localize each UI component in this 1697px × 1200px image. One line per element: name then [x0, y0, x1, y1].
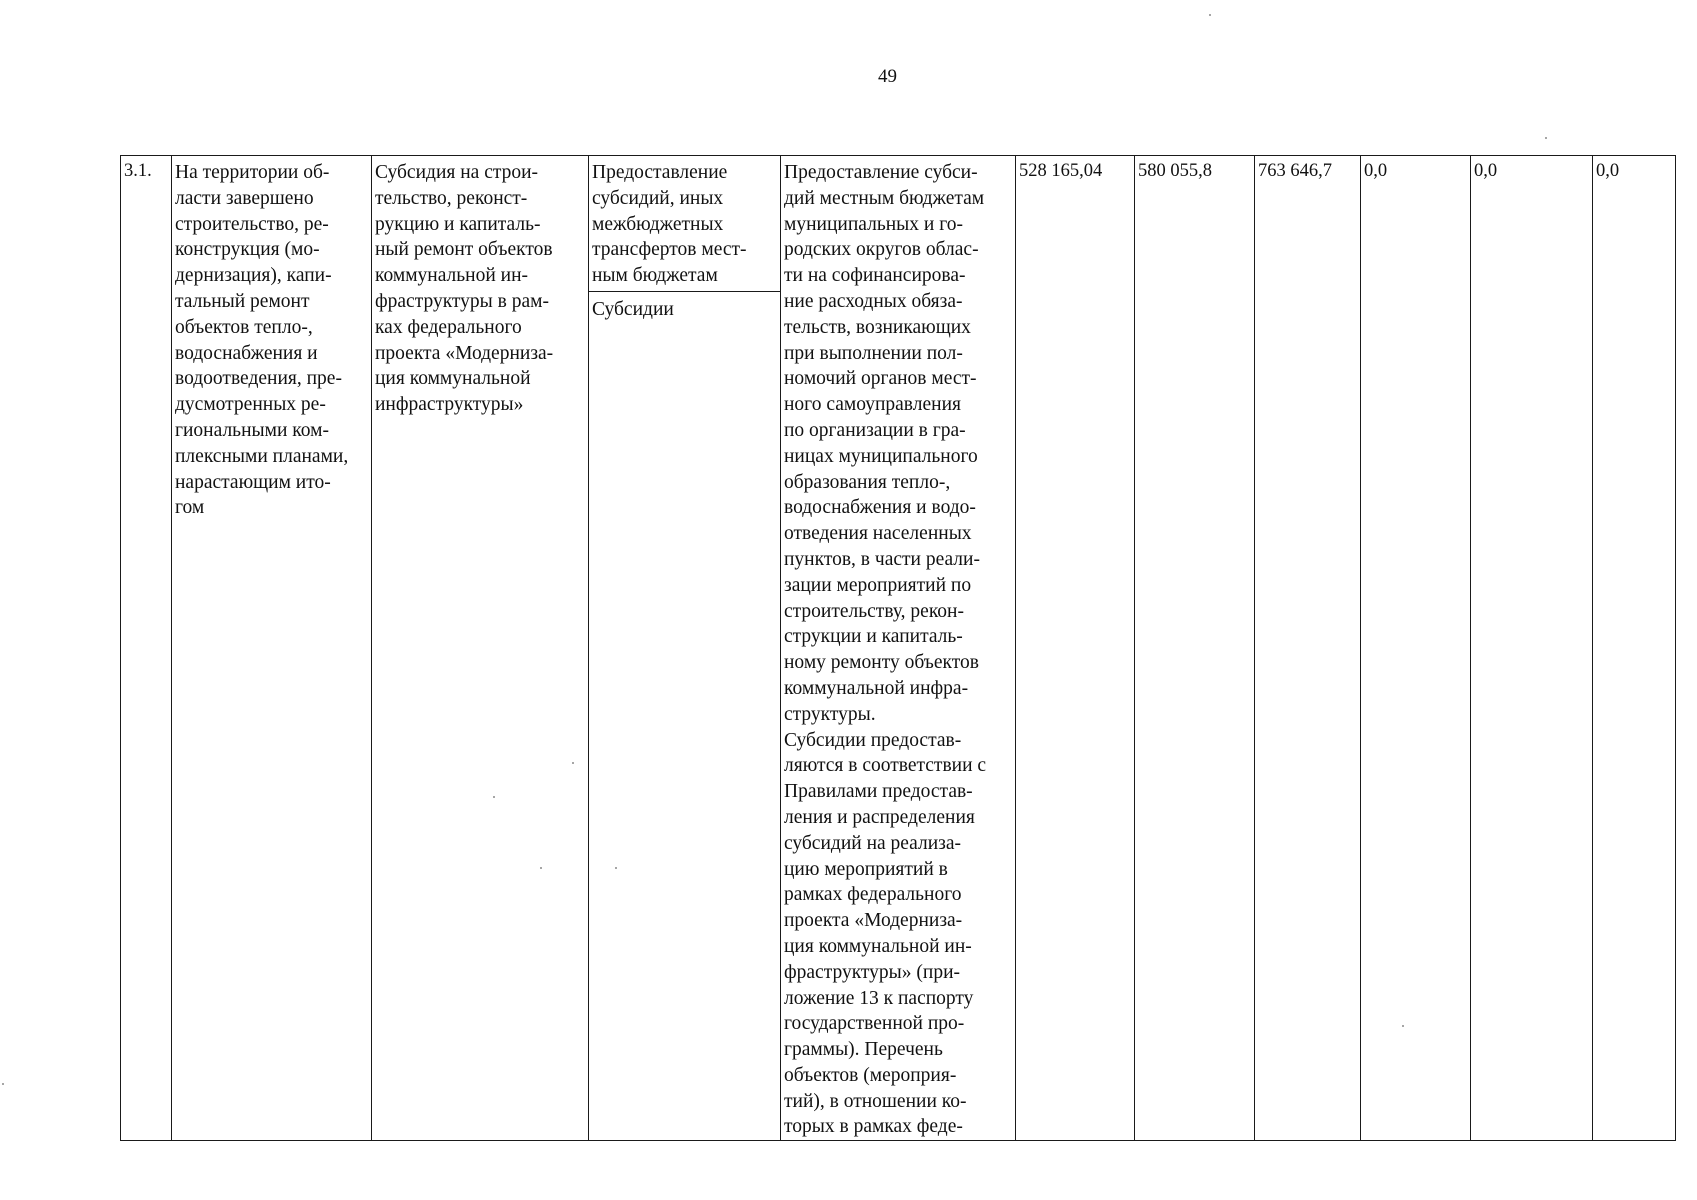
value-cell-5	[1471, 156, 1593, 1141]
row-index: 3.1.	[124, 161, 152, 181]
program-table	[120, 155, 1676, 1141]
value-1: 528 165,04	[1019, 161, 1103, 181]
result-text: На территории об- ласти завершено строительство, ре- конструкция (мо- дернизация), капи- тальный ремонт объектов тепло-, водоснабжения и водоотведения, пре- дусмотренных ре- гиональными ком- плексными планами, нарастающим ито- гом	[175, 162, 349, 519]
page-number: 49	[878, 66, 897, 87]
subsidy-text: Субсидия на строи- тельство, реконст- рукцию и капиталь- ный ремонт объектов коммунальной ин- фраструктуры в рам- ках федерального проекта «Модерниза- ция коммунальной инфраструктуры»	[375, 162, 554, 416]
value-5: 0,0	[1474, 161, 1498, 181]
value-cell-3	[1255, 156, 1361, 1141]
type-top-text: Предоставление субсидий, иных межбюджетных трансфертов мест- ным бюджетам	[589, 156, 780, 292]
value-3: 763 646,7	[1258, 161, 1332, 181]
description-text: Предоставление субси- дий местным бюджетам муниципальных и го- родских округов облас- ти на софинансирова- ние расходных обяза- тельств, возникающих при выполнении пол- номочий органов мест- ного самоуправления по организации в гра- ницах муниципального образования тепло-, водоснабжения и водо- отведения населенных пунктов, в части реали- зации мероприятий по строительству, рекон- струкции и капиталь- ному ремонту объектов коммунальной инфра- структуры. Субсидии предостав- ляются в соответствии с Правилами предостав- ления и распределения субсидий на реализа- цию мероприятий в рамках федерального проекта «Модерниза- ция коммунальной ин- фраструктуры» (при- ложение 13 к паспорту государственной про- граммы). Перечень объектов (мероприя- тий), в отношении ко- торых в рамках феде-	[784, 162, 987, 1138]
scan-speck	[572, 762, 574, 764]
result-cell	[172, 156, 372, 1141]
table-row	[121, 156, 1676, 1141]
row-index-cell	[121, 156, 172, 1141]
type-bottom-text: Субсидии	[592, 298, 674, 320]
scan-speck	[2, 1083, 4, 1085]
description-cell	[781, 156, 1016, 1141]
value-2: 580 055,8	[1138, 161, 1212, 181]
value-cell-1	[1016, 156, 1135, 1141]
subsidy-cell	[372, 156, 589, 1141]
scan-speck	[1402, 1025, 1404, 1027]
scan-speck	[1545, 137, 1547, 139]
value-4: 0,0	[1364, 161, 1388, 181]
value-cell-6	[1593, 156, 1676, 1141]
scan-speck	[1209, 14, 1211, 16]
scan-speck	[540, 867, 542, 869]
scan-speck	[493, 796, 495, 798]
value-cell-2	[1135, 156, 1255, 1141]
scan-speck	[615, 867, 617, 869]
value-cell-4	[1361, 156, 1471, 1141]
type-cell	[589, 156, 781, 1141]
value-6: 0,0	[1596, 161, 1620, 181]
